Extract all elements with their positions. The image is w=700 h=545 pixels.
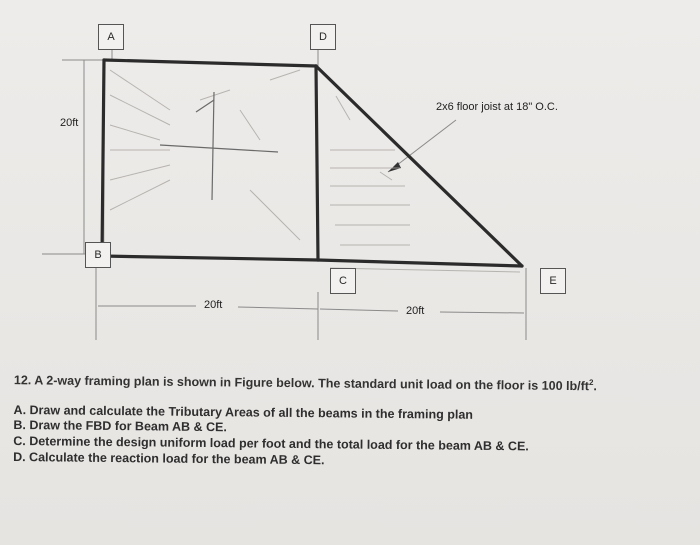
problem-item-b: B. Draw the FBD for Beam AB & CE. xyxy=(13,418,227,435)
problem-statement xyxy=(13,372,694,472)
grid-label-b xyxy=(85,242,111,268)
beam-dc xyxy=(316,66,318,260)
pencil-cross-mark xyxy=(160,92,278,200)
grid-label-a xyxy=(98,24,124,50)
beam-top xyxy=(104,60,316,66)
grid-label-d xyxy=(310,24,336,50)
beam-ce xyxy=(318,260,522,266)
grid-label-c-text: C xyxy=(339,275,347,287)
joist-note: 2x6 floor joist at 18" O.C. xyxy=(436,101,558,113)
dimension-ab-width: 20ft xyxy=(204,299,223,311)
grid-label-c xyxy=(330,268,356,294)
problem-item-c: C. Determine the design uniform load per foot and the total load for the beam AB & CE. xyxy=(13,434,529,454)
beam-de xyxy=(316,66,522,266)
problem-item-a: A. Draw and calculate the Tributary Areas of all the beams in the framing plan xyxy=(13,402,474,422)
problem-question-end: . xyxy=(593,379,597,394)
dimension-line-ab-right xyxy=(238,307,318,309)
beam-left xyxy=(102,60,104,256)
grid-label-e-text: E xyxy=(549,275,557,287)
problem-question-exponent: 2 xyxy=(588,378,594,388)
grid-label-d-text: D xyxy=(319,31,327,43)
beam-ab xyxy=(102,256,318,260)
problem-question-text: 12. A 2-way framing plan is shown in Figure below. The standard unit load on the floor is 100 lb/ft xyxy=(13,373,590,394)
grid-label-e xyxy=(540,268,566,294)
problem-item-d: D. Calculate the reaction load for the beam AB & CE. xyxy=(13,449,325,467)
dimension-line-ce-left xyxy=(320,309,398,311)
grid-label-a-text: A xyxy=(107,31,115,43)
grid-label-b-text: B xyxy=(94,249,102,261)
dimension-line-ce-right xyxy=(440,312,524,313)
dimension-ce-width: 20ft xyxy=(406,305,425,317)
dimension-left-height: 20ft xyxy=(60,117,79,129)
